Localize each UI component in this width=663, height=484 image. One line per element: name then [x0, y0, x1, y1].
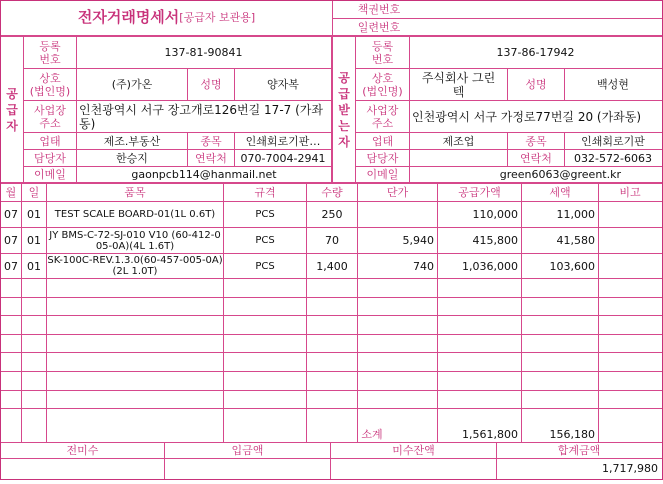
row3-day: 01	[27, 259, 41, 273]
col-header-day: 일	[28, 186, 40, 199]
buyer-person-label: 담당자	[366, 151, 399, 165]
supplier-item: 인쇄회로기판…	[245, 134, 321, 148]
grid-line	[1, 315, 662, 316]
supplier-side-char: 자	[6, 118, 18, 133]
grid-line	[357, 184, 358, 443]
prev-balance-value	[1, 459, 164, 478]
supplier-email-label: 이메일	[34, 168, 66, 181]
supplier-email: gaonpcb114@hanmail.net	[131, 168, 277, 181]
col-header-tax: 세액	[549, 186, 571, 199]
supplier-addr-label: 사업장 주소	[34, 103, 66, 130]
supplier-item-label: 종목	[200, 134, 222, 148]
grid-line	[355, 166, 662, 167]
row1-day: 01	[27, 208, 41, 221]
row1-item: TEST SCALE BOARD-01(1L 0.6T)	[54, 209, 216, 220]
row2-qty: 70	[325, 234, 339, 247]
grid-line	[564, 133, 565, 167]
grid-line	[23, 100, 332, 101]
col-header-supply: 공급가액	[458, 186, 501, 199]
buyer-side-char: 급	[338, 86, 350, 101]
row3-price: 740	[413, 259, 434, 273]
supplier-address: 인천광역시 서구 장고개로126번길 17-7 (가좌동)	[79, 102, 323, 131]
grid-line	[1, 390, 662, 391]
serial-no-label: 일련번호	[357, 20, 401, 34]
grid-line	[23, 68, 332, 69]
grid-line	[332, 18, 662, 19]
buyer-rep-label: 성명	[525, 78, 547, 91]
grid-line	[23, 132, 332, 133]
buyer-name-label: 상호 (법인명)	[362, 71, 403, 98]
title-text: 전자거래명세서	[77, 8, 180, 26]
row1-month: 07	[4, 208, 18, 221]
grid-line	[1, 442, 662, 443]
buyer-email-label: 이메일	[366, 168, 399, 181]
total-value: 1,717,980	[602, 462, 658, 475]
row3-qty: 1,400	[316, 259, 348, 273]
book-no-value	[426, 1, 661, 18]
buyer-side-char: 는	[338, 118, 350, 133]
grid-line	[437, 184, 438, 443]
row2-note	[599, 228, 661, 253]
grid-line	[223, 184, 224, 443]
supplier-rep-label: 성명	[200, 78, 222, 91]
grid-line	[507, 133, 508, 167]
row3-note	[599, 254, 661, 278]
col-header-item: 품목	[124, 186, 146, 199]
row2-item: JY BMS-C-72-SJ-010 V10 (60-412-005-0A)(4L 1.6T)	[49, 229, 221, 252]
subtotal-label: 소계	[361, 428, 383, 441]
row1-qty: 250	[321, 208, 343, 221]
subtotal-tax: 156,180	[549, 428, 595, 441]
row3-supply: 1,036,000	[462, 259, 518, 273]
unpaid-value	[331, 459, 496, 478]
supplier-side-char: 공	[6, 86, 18, 101]
row2-price: 5,940	[402, 234, 434, 247]
supplier-side-char: 급	[6, 102, 18, 117]
buyer-side-char: 받	[338, 102, 350, 117]
buyer-addr-label: 사업장 주소	[366, 103, 399, 130]
grid-line	[234, 133, 235, 167]
row1-spec: PCS	[255, 209, 275, 220]
row3-spec: PCS	[255, 260, 275, 272]
grid-line	[46, 184, 47, 443]
grid-line	[332, 1, 333, 37]
col-header-note: 비고	[619, 186, 641, 199]
buyer-person	[410, 150, 507, 166]
buyer-reg-no: 137-86-17942	[496, 46, 575, 59]
grid-line	[187, 69, 188, 100]
col-header-qty: 수량	[321, 186, 343, 199]
supplier-phone: 070-7004-2941	[240, 151, 326, 165]
col-header-spec: 규격	[254, 186, 276, 199]
row1-tax: 11,000	[556, 208, 595, 221]
grid-line	[76, 37, 77, 183]
grid-line	[1, 278, 662, 279]
row2-tax: 41,580	[556, 234, 595, 247]
grid-line	[564, 69, 565, 100]
grid-line	[1, 334, 662, 335]
buyer-side-char: 자	[338, 134, 350, 149]
supplier-side-label	[1, 37, 23, 182]
row1-note	[599, 202, 661, 227]
grid-line	[521, 184, 522, 443]
paid-value	[165, 459, 330, 478]
buyer-biz-label: 업태	[371, 134, 394, 148]
grid-line	[598, 184, 599, 443]
grid-line	[330, 443, 331, 479]
buyer-name: 주식회사 그린 텍	[421, 70, 496, 99]
grid-line	[1, 253, 662, 254]
buyer-email: green6063@greent.kr	[499, 168, 621, 181]
prev-balance-label: 전미수	[66, 444, 99, 457]
buyer-phone: 032-572-6063	[574, 151, 652, 165]
row2-supply: 415,800	[472, 234, 518, 247]
grid-line	[1, 371, 662, 372]
grid-line	[23, 166, 332, 167]
grid-line	[496, 443, 497, 479]
grid-line	[23, 37, 24, 183]
buyer-rep: 백성현	[597, 78, 629, 91]
title-subtitle: [공급자 보관용]	[179, 11, 256, 24]
row3-month: 07	[4, 259, 18, 273]
grid-line	[1, 408, 662, 409]
supplier-name-label: 상호 (법인명)	[29, 71, 71, 98]
supplier-biz: 제조.부동산	[103, 134, 161, 148]
row2-spec: PCS	[255, 235, 275, 246]
supplier-person: 한승지	[116, 151, 148, 165]
grid-line	[355, 132, 662, 133]
paid-label: 입금액	[231, 444, 264, 457]
grid-line	[1, 201, 662, 202]
supplier-reg-no-label: 등록 번호	[39, 39, 61, 66]
grid-line	[1, 227, 662, 228]
row2-month: 07	[4, 234, 18, 247]
grid-line	[23, 149, 332, 150]
grid-line	[331, 37, 333, 183]
supplier-person-label: 담당자	[34, 151, 66, 165]
col-header-month: 월	[5, 186, 17, 199]
document-title	[1, 1, 332, 34]
buyer-reg-no-label: 등록 번호	[371, 39, 394, 66]
grid-line	[507, 69, 508, 100]
grid-line	[234, 69, 235, 100]
supplier-name: (주)가온	[111, 78, 153, 91]
buyer-address: 인천광역시 서구 가정로77번길 20 (가좌동)	[412, 109, 642, 124]
grid-line	[409, 37, 410, 183]
total-label: 합계금액	[557, 444, 601, 457]
grid-line	[306, 184, 307, 443]
row1-supply: 110,000	[472, 208, 518, 221]
supplier-rep: 양자복	[267, 78, 299, 91]
buyer-biz: 제조업	[442, 134, 475, 148]
row3-tax: 103,600	[549, 259, 595, 273]
grid-line	[21, 184, 22, 443]
row2-day: 01	[27, 234, 41, 247]
row3-item: SK-100C-REV.1.3.0(60-457-005-0A)(2L 1.0T)	[47, 255, 223, 277]
grid-line	[1, 182, 662, 184]
grid-line	[1, 458, 662, 459]
grid-line	[1, 352, 662, 353]
buyer-side-char: 공	[338, 70, 350, 85]
grid-line	[187, 133, 188, 167]
grid-line	[355, 100, 662, 101]
col-header-price: 단가	[386, 186, 409, 199]
buyer-phone-label: 연락처	[520, 151, 552, 165]
grid-line	[355, 149, 662, 150]
supplier-reg-no: 137-81-90841	[164, 46, 243, 59]
serial-no-value	[426, 19, 661, 35]
row1-price	[358, 202, 437, 227]
grid-line	[355, 68, 662, 69]
grid-line	[355, 37, 356, 183]
grid-line	[1, 297, 662, 298]
book-no-label: 책권번호	[357, 3, 401, 16]
buyer-side-label	[333, 37, 355, 182]
supplier-biz-label: 업태	[39, 134, 61, 148]
grid-line	[164, 443, 165, 479]
subtotal-supply: 1,561,800	[462, 428, 518, 441]
unpaid-label: 미수잔액	[392, 444, 435, 457]
buyer-item-label: 종목	[525, 134, 547, 148]
supplier-phone-label: 연락처	[195, 151, 227, 165]
buyer-item: 인쇄회로기판	[581, 134, 645, 148]
